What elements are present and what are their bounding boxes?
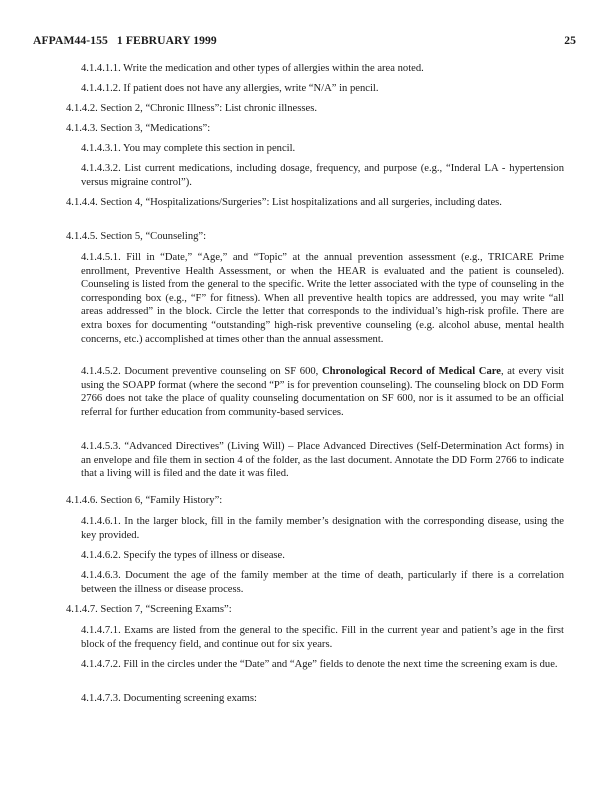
paragraph-4-1-4-5-2: 4.1.4.5.2. Document preventive counseling on SF 600, Chronological Record of Medical Care, at every visit using the SOAPP format (where the second “P” is for prevention counseling). The counseling block on DD Form 2766 does not take the place of quality counseling documentation on SF 600, nor is it assumed to be an official referral for further education from community-based services. — [81, 366, 565, 418]
paragraph-4-1-4-5-3: 4.1.4.5.3. “Advanced Directives” (Living Will) – Place Advanced Directives (Self-Determination Act forms) in an envelope and file them in section 4 of the folder, as the last document. Annotate the DD Form 2766 to indicate that a living will is filed and the date it was filed. — [81, 441, 564, 480]
paragraph-4-1-4-6: 4.1.4.6. Section 6, “Family History”: — [66, 495, 223, 506]
paragraph-4-1-4-7-2: 4.1.4.7.2. Fill in the circles under the “Date” and “Age” fields to denote the next time the screening exam is due. — [81, 659, 558, 670]
paragraph-4-1-4-7: 4.1.4.7. Section 7, “Screening Exams”: — [66, 604, 232, 615]
page-number: 25 — [564, 34, 576, 47]
paragraph-4-1-4-3-1: 4.1.4.3.1. You may complete this section in pencil. — [81, 143, 296, 154]
paragraph-4-1-4-5: 4.1.4.5. Section 5, “Counseling”: — [66, 231, 207, 242]
document-id: AFPAM44-155 1 FEBRUARY 1999 — [33, 34, 217, 47]
paragraph-4-1-4-5-1: 4.1.4.5.1. Fill in “Date,” “Age,” and “Topic” at the annual prevention assessment (e.g., TRICARE Prime enrollment, Preventive Health Assessment, or when the HEAR is evaluated and the patient is counseled). Counseling is listed from the general to the specific. Write the letter associated with the type of counseling in the corresponding box (e.g., “F” for fitness). When all preventive health topics are addressed, you may write “all areas addressed” in the block. Circle the letter that corresponds to the individual’s high-risk profile. There are extra boxes for documenting “outstanding” high-risk preventive counseling (e.g. alcohol abuse, mental health concerns, etc.) accomplished at times other than the annual assessment. — [81, 252, 564, 345]
paragraph-4-1-4-3: 4.1.4.3. Section 3, “Medications”: — [66, 123, 211, 134]
paragraph-4-1-4-7-3: 4.1.4.7.3. Documenting screening exams: — [81, 693, 257, 704]
paragraph-4-1-4-3-2: 4.1.4.3.2. List current medications, including dosage, frequency, and purpose (e.g., “Inderal LA - hypertension versus migraine control”). — [81, 163, 564, 188]
paragraph-4-1-4-6-3: 4.1.4.6.3. Document the age of the family member at the time of death, particularly if there is a correlation between the illness or disease process. — [81, 570, 564, 595]
paragraph-4-1-4-2: 4.1.4.2. Section 2, “Chronic Illness”: List chronic illnesses. — [66, 103, 317, 114]
paragraph-4-1-4-6-1: 4.1.4.6.1. In the larger block, fill in the family member’s designation with the corresponding disease, using the key provided. — [81, 516, 564, 541]
form-title-bold: Chronological Record of Medical Care — [321, 366, 501, 377]
paragraph-4-1-4-7-1: 4.1.4.7.1. Exams are listed from the general to the specific. Fill in the current year and patient’s age in the first block of the frequency field, and continue out for six years. — [81, 625, 564, 650]
paragraph-4-1-4-6-2: 4.1.4.6.2. Specify the types of illness or disease. — [81, 550, 285, 561]
page-header — [33, 34, 576, 47]
paragraph-4-1-4-1-1: 4.1.4.1.1. Write the medication and other types of allergies within the area noted. — [81, 63, 424, 74]
paragraph-4-1-4-4: 4.1.4.4. Section 4, “Hospitalizations/Surgeries”: List hospitalizations and all surgeries, including dates. — [66, 197, 502, 208]
paragraph-4-1-4-1-2: 4.1.4.1.2. If patient does not have any allergies, write “N/A” in pencil. — [81, 83, 379, 94]
